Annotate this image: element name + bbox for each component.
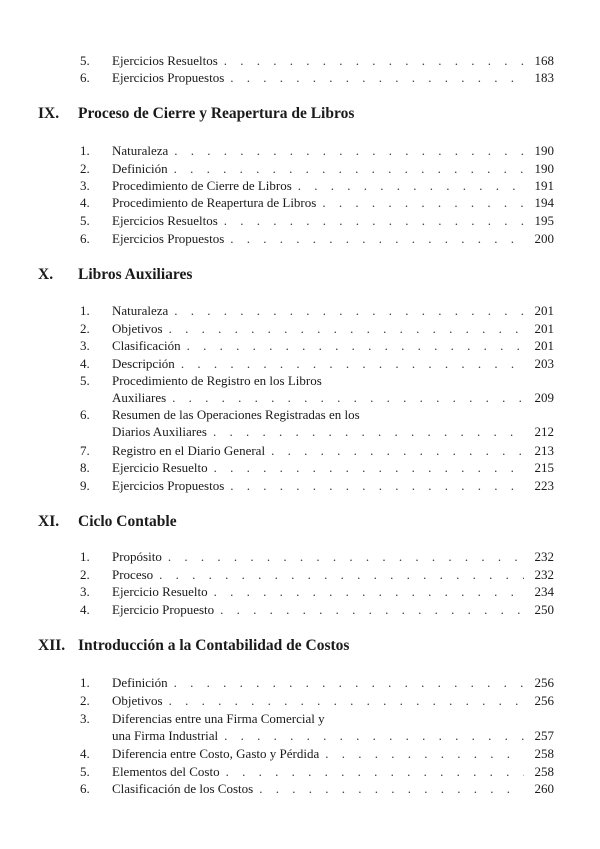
- entry-page: 213: [534, 443, 554, 458]
- dot-leader: [224, 212, 524, 229]
- entry-title: Descripción: [112, 356, 175, 371]
- dot-leader: [298, 177, 524, 194]
- entry-number: 7.: [80, 443, 90, 458]
- entry-number: 2.: [80, 161, 90, 176]
- entry-page: 201: [534, 303, 554, 318]
- entry-number: 3.: [80, 338, 90, 353]
- entry-title: Auxiliares: [112, 390, 167, 405]
- entry-number: 1.: [80, 143, 90, 158]
- entry-title: Definición: [112, 161, 168, 176]
- chapter-heading: [38, 104, 558, 124]
- entry-page: 223: [534, 478, 554, 493]
- entry-title: Ejercicios Propuestos: [112, 231, 225, 246]
- dot-leader: [174, 302, 524, 319]
- entry-title: una Firma Industrial: [112, 728, 219, 743]
- dot-leader: [174, 142, 524, 159]
- entry-title: Procedimiento de Cierre de Libros: [112, 178, 292, 193]
- chapter-title: Ciclo Contable: [78, 513, 177, 530]
- entry-page: 256: [534, 675, 554, 690]
- entry-page: 201: [534, 338, 554, 353]
- chapter-title: Libros Auxiliares: [78, 266, 193, 283]
- entry-page: 250: [534, 602, 554, 617]
- entry-number: 6.: [80, 781, 90, 796]
- entry-title: Ejercicio Resuelto: [112, 460, 208, 475]
- entry-number: 3.: [80, 178, 90, 193]
- entry-title: Objetivos: [112, 693, 163, 708]
- dot-leader: [159, 566, 524, 583]
- entry-title: Propósito: [112, 549, 162, 564]
- chapter-number: XII.: [38, 637, 66, 654]
- toc-entry: [80, 406, 554, 440]
- dot-leader: [259, 780, 524, 797]
- dot-leader: [230, 477, 524, 494]
- chapter-number: IX.: [38, 105, 60, 122]
- entry-title: Diferencia entre Costo, Gasto y Pérdida: [112, 746, 320, 761]
- entry-title-line1: Diferencias entre una Firma Comercial y: [112, 711, 325, 726]
- entry-title: Elementos del Costo: [112, 764, 220, 779]
- entry-page: 209: [534, 390, 554, 405]
- entry-number: 1.: [80, 549, 90, 564]
- entry-page: 212: [534, 424, 554, 439]
- chapter-heading: [38, 636, 558, 656]
- dot-leader: [220, 601, 524, 618]
- chapter-heading: [38, 265, 558, 285]
- entry-page: 201: [534, 321, 554, 336]
- entry-title: Ejercicios Propuestos: [112, 478, 225, 493]
- entry-number: 4.: [80, 195, 90, 210]
- dot-leader: [181, 355, 524, 372]
- entry-title: Definición: [112, 675, 168, 690]
- entry-page: 195: [534, 213, 554, 228]
- entry-page: 190: [534, 161, 554, 176]
- dot-leader: [230, 230, 524, 247]
- entry-page: 183: [534, 70, 554, 85]
- entry-number: 8.: [80, 460, 90, 475]
- entry-number: 1.: [80, 675, 90, 690]
- entry-number: 4.: [80, 356, 90, 371]
- dot-leader: [187, 337, 524, 354]
- entry-title: Ejercicio Propuesto: [112, 602, 215, 617]
- entry-page: 191: [534, 178, 554, 193]
- entry-number: 5.: [80, 373, 90, 388]
- dot-leader: [168, 548, 524, 565]
- dot-leader: [169, 320, 524, 337]
- entry-number: 5.: [80, 53, 90, 68]
- entry-title: Diarios Auxiliares: [112, 424, 207, 439]
- dot-leader: [226, 763, 524, 780]
- entry-page: 200: [534, 231, 554, 246]
- entry-page: 215: [534, 460, 554, 475]
- dot-leader: [174, 674, 524, 691]
- entry-page: 256: [534, 693, 554, 708]
- dot-leader: [230, 69, 524, 86]
- entry-title: Registro en el Diario General: [112, 443, 266, 458]
- entry-title: Ejercicios Resueltos: [112, 53, 218, 68]
- entry-page: 258: [534, 746, 554, 761]
- dot-leader: [214, 459, 524, 476]
- toc-entry: [80, 710, 554, 744]
- entry-title: Naturaleza: [112, 303, 169, 318]
- entry-page: 190: [534, 143, 554, 158]
- dot-leader: [322, 194, 524, 211]
- entry-number: 6.: [80, 231, 90, 246]
- entry-page: 234: [534, 584, 554, 599]
- entry-number: 5.: [80, 213, 90, 228]
- chapter-number: XI.: [38, 513, 60, 530]
- entry-page: 260: [534, 781, 554, 796]
- dot-leader: [172, 389, 524, 406]
- entry-number: 1.: [80, 303, 90, 318]
- dot-leader: [169, 692, 524, 709]
- entry-title: Ejercicios Resueltos: [112, 213, 218, 228]
- entry-title: Clasificación de los Costos: [112, 781, 254, 796]
- entry-page: 203: [534, 356, 554, 371]
- entry-title: Objetivos: [112, 321, 163, 336]
- entry-title-line1: Procedimiento de Registro en los Libros: [112, 373, 322, 388]
- dot-leader: [271, 442, 524, 459]
- entry-title: Clasificación: [112, 338, 181, 353]
- entry-number: 2.: [80, 567, 90, 582]
- entry-page: 258: [534, 764, 554, 779]
- entry-page: 168: [534, 53, 554, 68]
- entry-page: 232: [534, 567, 554, 582]
- entry-page: 232: [534, 549, 554, 564]
- entry-number: 6.: [80, 70, 90, 85]
- entry-number: 9.: [80, 478, 90, 493]
- entry-number: 6.: [80, 407, 90, 422]
- entry-number: 5.: [80, 764, 90, 779]
- entry-title-line1: Resumen de las Operaciones Registradas en los: [112, 407, 360, 422]
- chapter-heading: [38, 512, 558, 532]
- dot-leader: [174, 160, 524, 177]
- entry-title: Ejercicio Resuelto: [112, 584, 208, 599]
- dot-leader: [325, 745, 524, 762]
- chapter-number: X.: [38, 266, 54, 283]
- entry-number: 3.: [80, 711, 90, 726]
- entry-title: Procedimiento de Reapertura de Libros: [112, 195, 317, 210]
- entry-page: 257: [534, 728, 554, 743]
- chapter-title: Proceso de Cierre y Reapertura de Libros: [78, 105, 355, 122]
- entry-number: 2.: [80, 693, 90, 708]
- entry-number: 3.: [80, 584, 90, 599]
- dot-leader: [214, 583, 524, 600]
- entry-title: Ejercicios Propuestos: [112, 70, 225, 85]
- entry-title: Naturaleza: [112, 143, 169, 158]
- entry-page: 194: [534, 195, 554, 210]
- dot-leader: [213, 423, 524, 440]
- entry-number: 4.: [80, 746, 90, 761]
- entry-number: 2.: [80, 321, 90, 336]
- chapter-title: Introducción a la Contabilidad de Costos: [78, 637, 350, 654]
- entry-title: Proceso: [112, 567, 154, 582]
- toc-entry: [80, 372, 554, 406]
- dot-leader: [224, 52, 524, 69]
- dot-leader: [224, 727, 524, 744]
- entry-number: 4.: [80, 602, 90, 617]
